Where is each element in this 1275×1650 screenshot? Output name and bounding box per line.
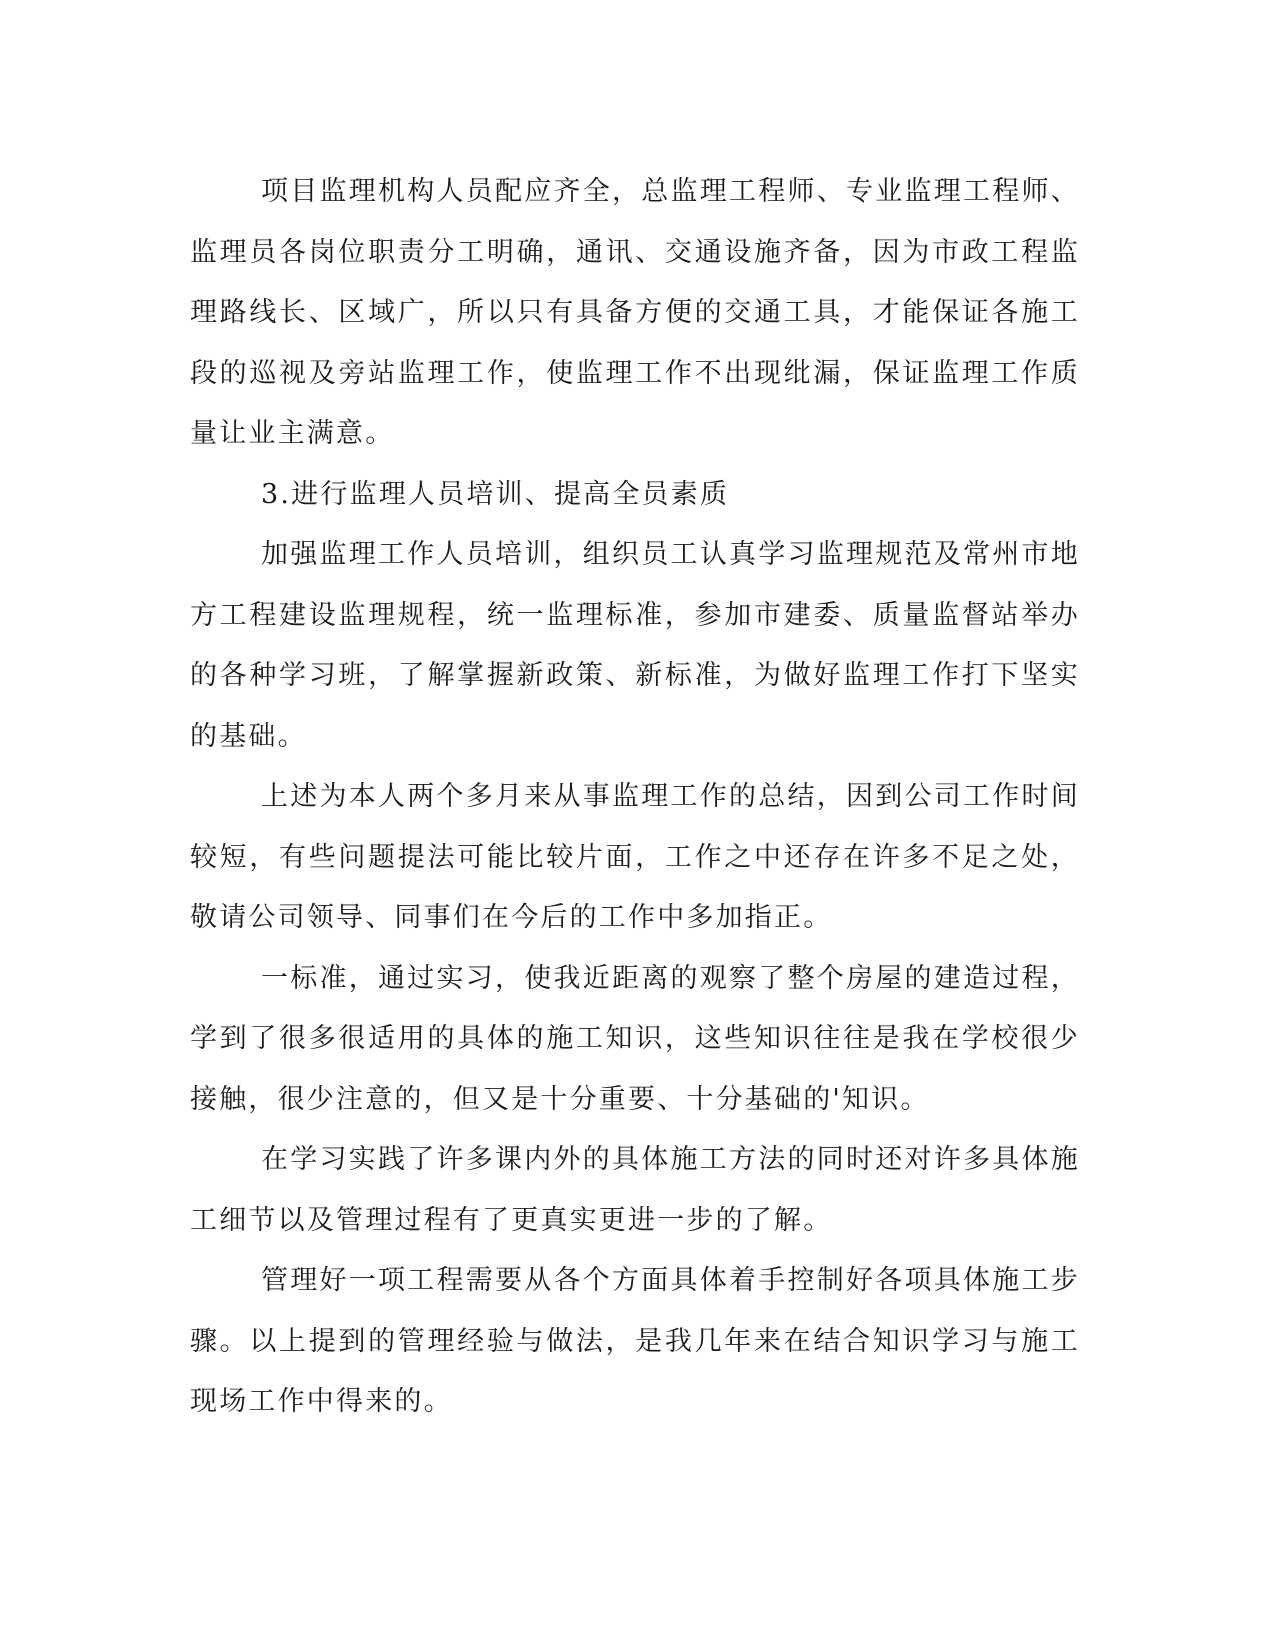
paragraph-internship: 一标准，通过实习，使我近距离的观察了整个房屋的建造过程，学到了很多很适用的具体的施工知识，这些知识往往是我在学校很少接触，很少注意的，但又是十分重要、十分基础的'知识。 [190,962,1080,1115]
paragraph-management: 管理好一项工程需要从各个方面具体着手控制好各项具体施工步骤。以上提到的管理经验与做法，是我几年来在结合知识学习与施工现场工作中得来的。 [190,1265,1080,1417]
paragraph-summary: 上述为本人两个多月来从事监理工作的总结，因到公司工作时间较短，有些问题提法可能比较片面，工作之中还存在许多不足之处，敬请公司领导、同事们在今后的工作中多加指正。 [190,781,1080,933]
section-heading-training: 3.进行监理人员培训、提高全员素质 [261,478,730,510]
paragraph-practice: 在学习实践了许多课内外的具体施工方法的同时还对许多具体施工细节以及管理过程有了更真实更进一步的了解。 [190,1144,1080,1236]
document-body [190,162,1080,1433]
paragraph-staffing: 项目监理机构人员配应齐全，总监理工程师、专业监理工程师、监理员各岗位职责分工明确，通讯、交通设施齐备，因为市政工程监理路线长、区域广，所以只有具备方便的交通工具，才能保证各施工段的巡视及旁站监理工作，使监理工作不出现纰漏，保证监理工作质量让业主满意。 [190,176,1080,449]
paragraph-training: 加强监理工作人员培训，组织员工认真学习监理规范及常州市地方工程建设监理规程，统一监理标准，参加市建委、质量监督站举办的各种学习班，了解掌握新政策、新标准，为做好监理工作打下坚实的基础。 [190,539,1080,752]
